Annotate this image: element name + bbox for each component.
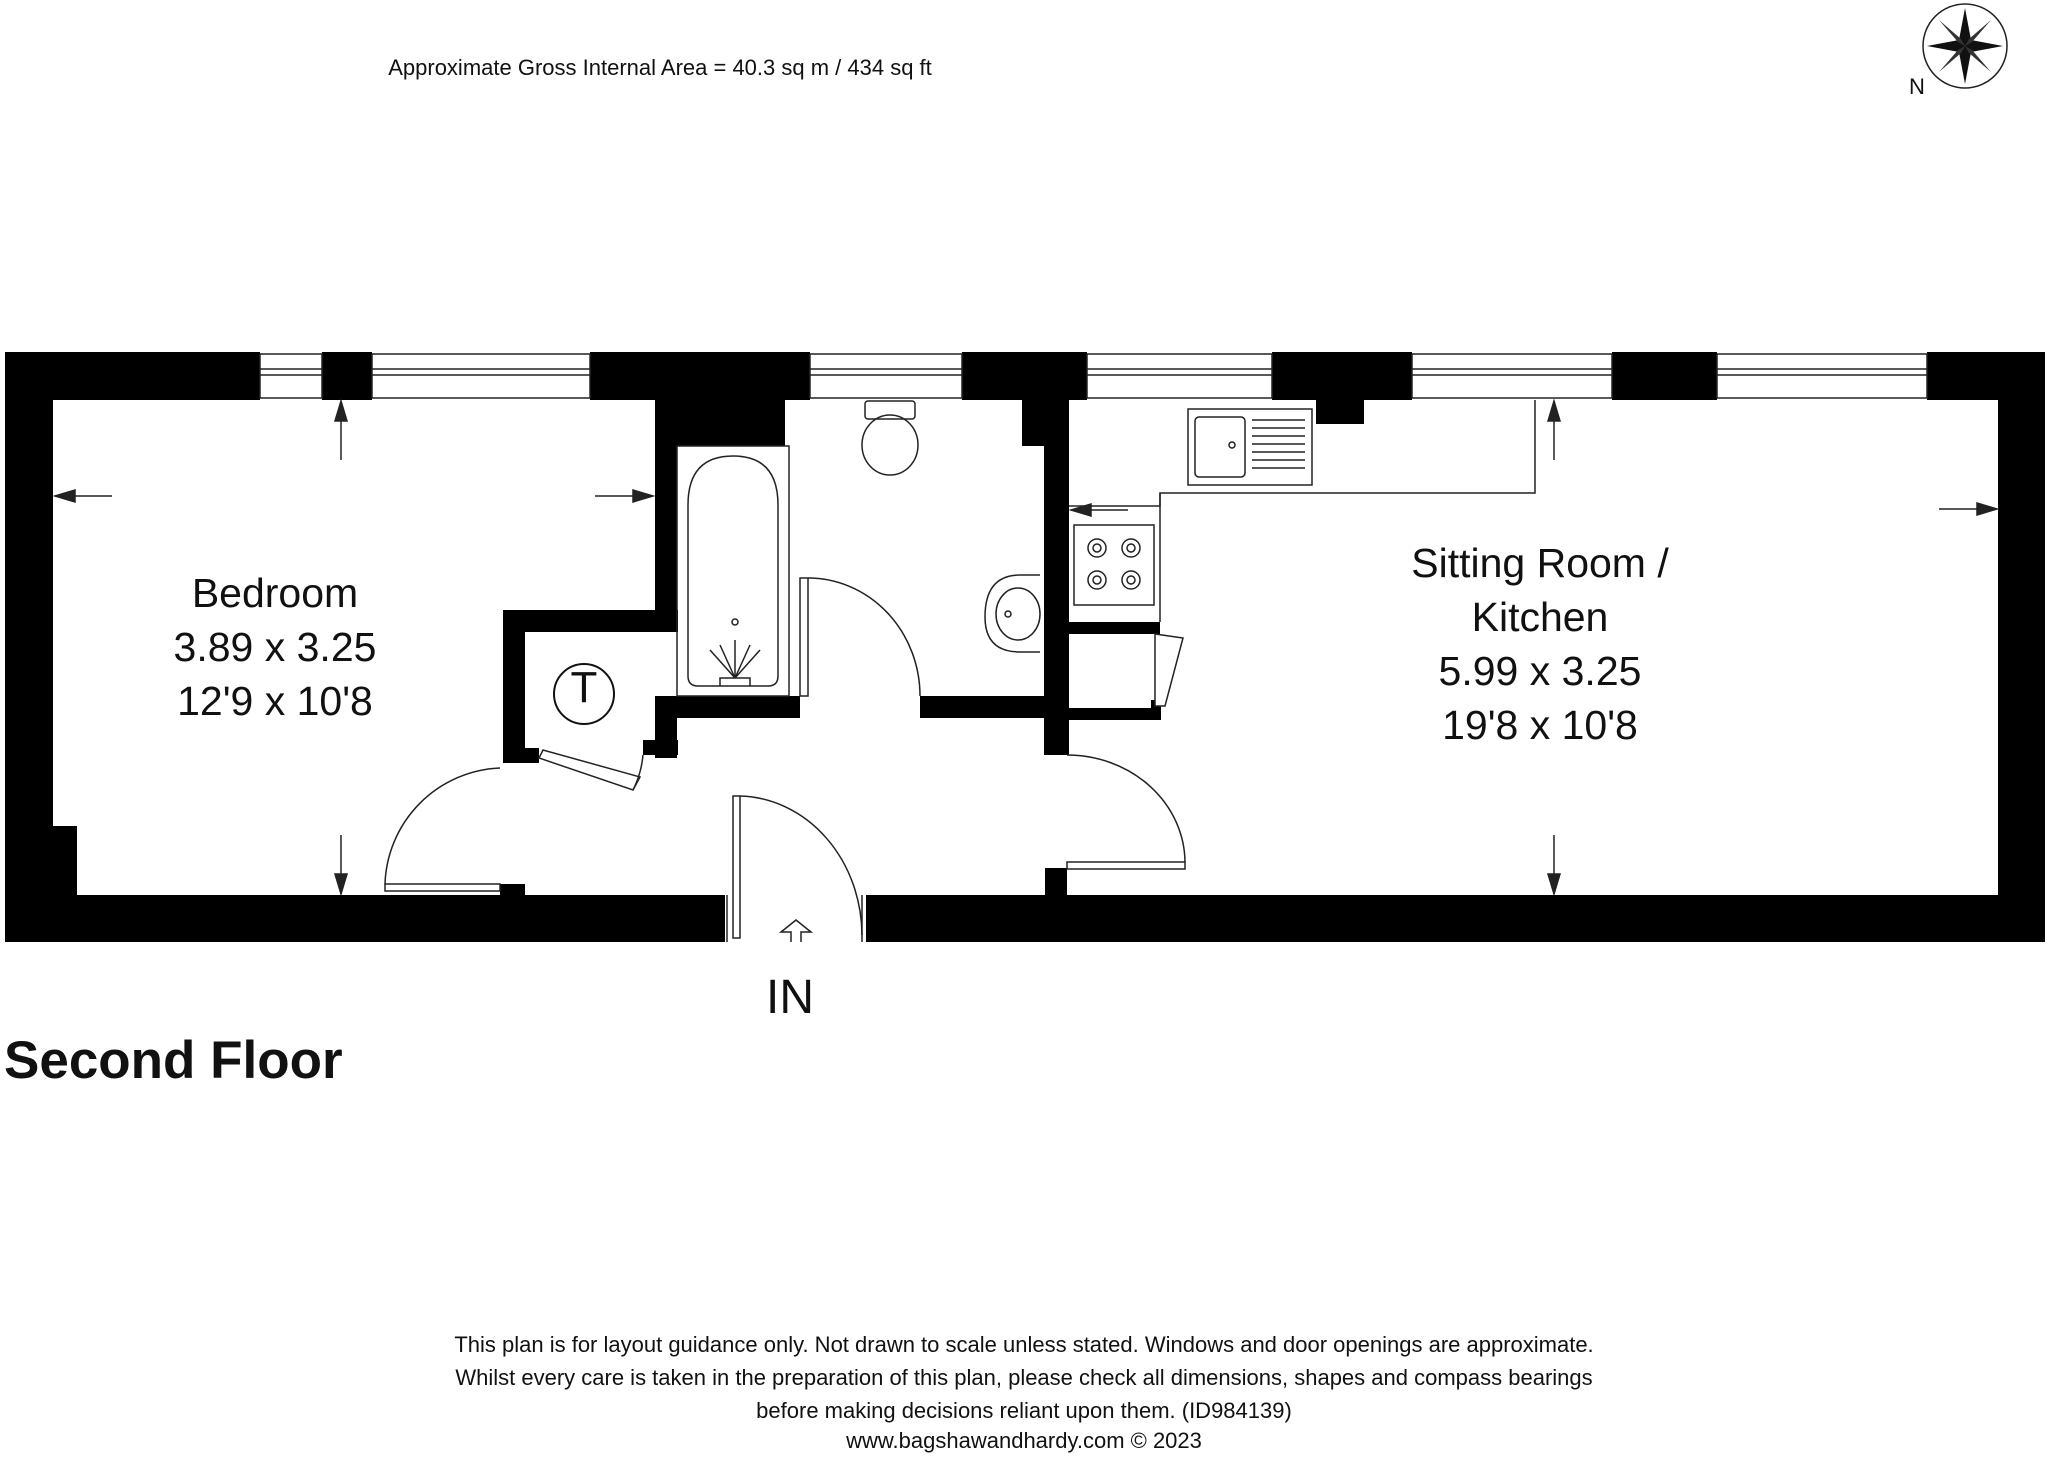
entrance-label: IN xyxy=(766,971,814,1024)
gross-area-text: Approximate Gross Internal Area = 40.3 sq m / 434 sq ft xyxy=(388,55,932,80)
sitting-room-metric: 5.99 x 3.25 xyxy=(1438,648,1642,694)
compass-north-label: N xyxy=(1909,74,1925,99)
bath xyxy=(677,446,789,696)
cupboard-label: T xyxy=(570,663,598,712)
bedroom-imperial: 12'9 x 10'8 xyxy=(177,678,373,724)
toilet xyxy=(862,401,918,475)
floor-title: Second Floor xyxy=(4,1031,343,1090)
bedroom-name: Bedroom xyxy=(191,570,359,616)
sitting-room-name-line1: Sitting Room / xyxy=(1411,540,1669,586)
disclaimer-line-2: Whilst every care is taken in the preparation of this plan, please check all dimensions, shapes and compass bearings xyxy=(455,1365,1593,1390)
bedroom-label xyxy=(140,566,410,728)
sitting-room-label xyxy=(1350,536,1730,752)
disclaimer-line-3: before making decisions reliant upon them. (ID984139) xyxy=(756,1398,1292,1423)
sitting-room-imperial: 19'8 x 10'8 xyxy=(1442,702,1638,748)
basin xyxy=(985,575,1040,652)
sitting-room-name-line2: Kitchen xyxy=(1471,594,1609,640)
website-link[interactable]: www.bagshawandhardy.com © 2023 xyxy=(846,1428,1202,1453)
disclaimer xyxy=(0,1328,2048,1427)
bedroom-metric: 3.89 x 3.25 xyxy=(173,624,377,670)
disclaimer-line-1: This plan is for layout guidance only. Not drawn to scale unless stated. Windows and door openings are approximate. xyxy=(454,1332,1594,1357)
